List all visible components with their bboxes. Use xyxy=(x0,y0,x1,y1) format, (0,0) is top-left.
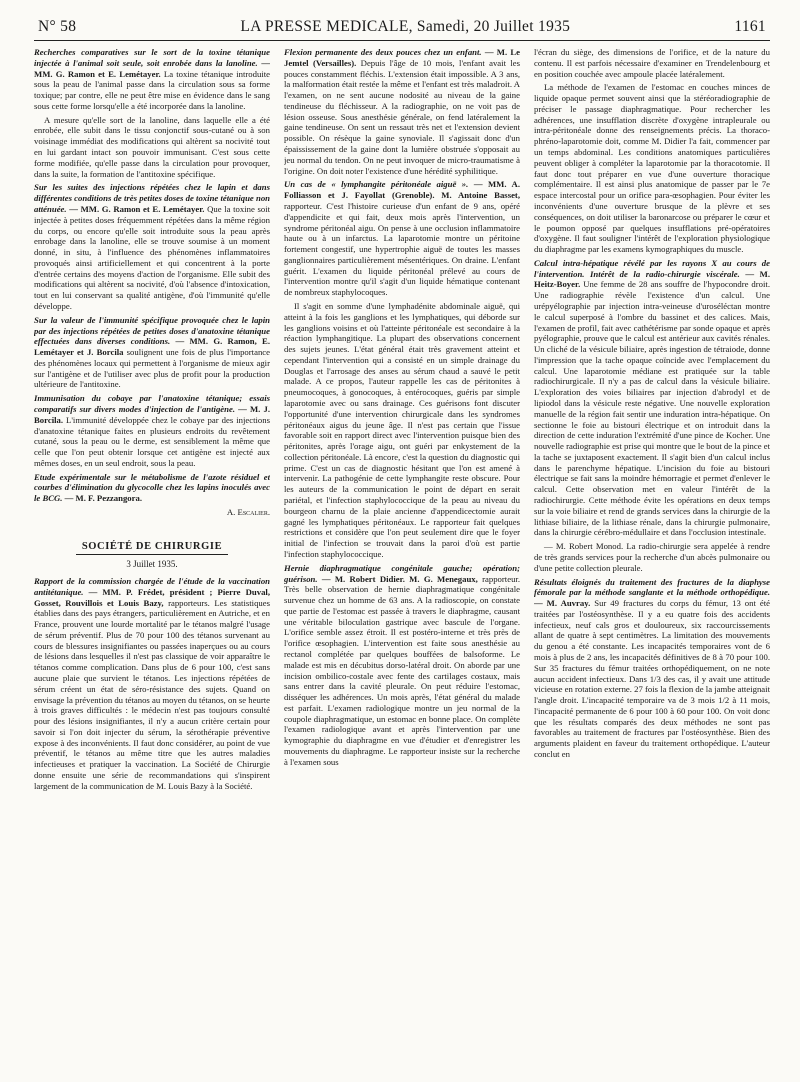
signature: A. Escalier. xyxy=(226,507,270,518)
column-left xyxy=(34,47,270,1077)
article-authors: — M. Auvray. xyxy=(534,598,591,609)
article-authors: — M. Le Jemtel (Versailles). xyxy=(284,47,520,68)
issue-number: N° 58 xyxy=(38,18,77,35)
article-authors: — M. Robert Didier. M. G. Menegaux, xyxy=(321,573,478,584)
article-authors: — MM. A. Folliasson et J. Fayollat (Grenoble). M. Antoine Basset, xyxy=(284,179,520,201)
paragraph: — M. Robert Monod. La radio-chirurgie sera appelée à rendre de très grands services pour la recherche d'un abcès pulmonaire ou d'une petite collection pleurale. xyxy=(534,541,770,573)
article xyxy=(34,472,270,504)
paragraph: A mesure qu'elle sort de la lanoline, dans laquelle elle a été enrobée, elle subit dans le tissu conjonctif sous-cutané ou à son voisinage immédiat des modifications qui altèrent sa nocivité tout en lui gardant intact son pouvoir immunisant. C'est sous cette forme modifiée, qu'elle passe dans la circulation pour provoquer, dans la suite, la formation de l'antitoxine spécifique. xyxy=(34,114,270,179)
article-text: L'immunité développée chez le cobaye par des injections d'anatoxine tétanique faites en plusieurs endroits du revêtement cutané, sous la peau ou le derme, est sensiblement la même que celle que l'on peut obtenir lorsque cet antigène est injecté aux mêmes doses, en un seul endroit, sous la peau. xyxy=(34,414,270,468)
article-authors: — M. F. Pezzangora. xyxy=(64,493,143,504)
paragraph: l'écran du siège, des dimensions de l'orifice, et de la nature du contenu. Il est parfois nécessaire d'examiner en Trendelenbourg et en position couchée avec ampoule placée latéralement. xyxy=(534,47,770,79)
article-authors: — M. J. Borcila. xyxy=(34,404,270,425)
section-date: 3 Juillet 1935. xyxy=(126,558,178,569)
article xyxy=(34,576,270,792)
section-heading xyxy=(34,540,270,555)
article-title: Flexion permanente des deux pouces chez un enfant. xyxy=(284,47,482,57)
article-text: soulignent une fois de plus l'importance des phénomènes locaux qui permettent à l'organisme de mieux agir sur l'antigène et de l'utiliser avec plus de profit pour la production ultérieure de l'antitoxine. xyxy=(34,347,270,390)
paragraph: Il s'agit en somme d'une lymphadénite abdominale aiguë, qui atteint à la fois les ganglions et les lymphatiques, qui déborde sur les ganglions voisins et où l'atteinte péritonéale est secondaire à la réaction lymphangitique. La plupart des observations concernent des sujets jeunes. L'état général était très gravement atteint et cependant l'intervention qui a consisté en un simple drainage du Douglas et l'arrosage des anses au sérum chaud a sauvé le petit malade. A ce propos, l'auteur rappelle les cas de péritonites à pneumocoques, à gonocoques, à entérocoques, guéris par simple laparotomie avec ou sans drainage. Ces guérisons font discuter l'opportunité d'une intervention chirurgicale dans les syndromes péritonéaux aigus du jeune âge. Il n'est pas certain que l'issue favorable soit en rapport direct avec l'intervention puisque bien des péritonites, après l'orage aigu, ont guéri par enkystement de la collection péritonéale. Là encore, c'est la question du diagnostic qui prime. C'est un cas de diagnostic hésitant que l'on est amené à intervenir. La pathogénie de cette lymphangite reste obscure. Pour les auteurs de la communication le point de départ en serait pariétal, et l'infection staphylococcique de la peau au niveau du bourgeon charnu de la plaie ancienne d'appendicectomie aurait gagné les lymphatiques péritonéaux. Le rapporteur fait quelques restrictions et considère que l'on peut seulement dire que le foyer initial de l'infection se trouvait dans la paroi d'où est partie l'infection staphylococcique. xyxy=(284,300,520,559)
section-title: SOCIÉTÉ DE CHIRURGIE xyxy=(76,540,228,555)
article xyxy=(34,393,270,468)
column-middle xyxy=(284,47,520,1077)
article xyxy=(284,179,520,298)
article-title: Hernie diaphragmatique congénitale gauche; opération; guérison. xyxy=(284,562,520,584)
article-authors: — MM. G. Ramon, E. Lemétayer et J. Borcila xyxy=(34,336,270,358)
article-text: Que la toxine soit injectée à petites doses fréquemment répétées dans la même région du corps, ou encore qu'elle soit introduite sous la peau après enrobage dans la lanoline, elle se trouve soumise à un moment donné, in situ, à l'influence des phénomènes inflammatoires provoqués ainsi artificiellement et qui concentrent à la porte d'entrée certains des moyens d'action de l'organisme. Elle subit des modifications qui altèrent sa nocivité, d'où l'absence d'intoxication, tout en lui conservant sa qualité antigène, d'où l'immunité qu'elle développe. xyxy=(34,203,270,311)
article-title: Sur la valeur de l'immunité spécifique provoquée chez le lapin par des injections répétées de petites doses d'anatoxine tétanique effectuées dans diverses conditions. xyxy=(34,314,270,347)
article-authors: — MM. P. Frédet, président ; Pierre Duval, Gosset, Rouvillois et Louis Bazy, xyxy=(34,586,270,608)
article-text: Une femme de 28 ans souffre de l'hypocondre droit. Une radiographie révèle l'existence d'un calcul. Une urépyélographie par injection intra-veineuse d'uroséléctan montre le calcul superposé à l'ombre du bassinet et des calices. Mais, l'examen de profil, fait avec cathétérisme par sonde opaque et après pyélographie, prouve que le calcul est antérieur aux cavités rénales. Un cliché de la vésicule biliaire, après ingestion de tétraiode, donne l'impression que la tache opaque coïncide avec l'emplacement du calcul. Une laparotomie médiane est pratiquée sur la table radiochirurgicale. Il n'y a pas de calcul dans la vésicule biliaire. L'exploration des voies biliaires par injection d'abrodyl et de lipiodol dans la vésicule reste négative. Une nouvelle exploration manuelle de la région fait sentir une induration intra-hépatique. On sectionne le foie au bistouri électrique et on introduit dans la direction de cette induration l'extrémité d'une pince de Kocher. Une nouvelle radiographie est prise qui montre que le bout de la pince et la tache se juxtaposent exactement. Il s'agit bien d'un calcul inclus dans le parenchyme hépatique. L'incision du foie au bistouri électrique se fait sans la moindre hémorragie et permet d'enlever le calcul. Cette observation met en valeur l'intérêt de la radiochirurgie. Cette méthode évite les opérations en deux temps sur la voie biliaire et rend de grands services dans la chirurgie de la lithiase biliaire, de la lithiase rénale, dans la chirurgie pulmonaire, dans la chirurgie cérébro-médullaire et dans l'occlusion intestinale. xyxy=(534,279,770,538)
columns xyxy=(34,47,770,1077)
article-title: Résultats éloignés du traitement des fractures de la diaphyse fémorale par la méthode sanglante et la méthode orthopédique. xyxy=(534,576,770,598)
header-rule xyxy=(34,40,770,41)
article xyxy=(34,315,270,390)
article xyxy=(534,258,770,538)
article-title: Recherches comparatives sur le sort de la toxine tétanique injectée à l'animal soit seule, soit enrobée dans la lanoline. xyxy=(34,47,270,68)
page-number: 1161 xyxy=(734,18,766,35)
article-text: Sur 49 fractures du corps du fémur, 13 ont été traitées par l'ostéosynthèse. Il y a eu quatre fois des accidents infectieux, neuf cals gros et douloureux, six raccourcissements allant de quatre à sept centimètres. La limitation des mouvements du genou a été constante. Les incapacités temporaires vont de 6 mois à plus de 2 ans, les incapacités définitives de 8 à 70 pour 100. Sur 35 fractures du fémur traitées orthopédiquement, on ne note aucun accident infectieux. Dans 1/3 des cas, il y avait une attitude vicieuse en rotation externe. 27 fois la flexion de la jambe atteignait l'angle droit. L'incapacité temporaire va de 3 mois 1/2 à 11 mois, l'incapacité permanente de 6 pour 100 à 60 pour 100. On voit donc que les résultats comparés des deux méthodes ne sont pas favorables au traitement de fractures par l'ostéosynthèse. Bien des arguments plaident en faveur du traitement orthopédique. L'auteur conclut en xyxy=(534,598,770,759)
article-authors: — M. Heitz-Boyer. xyxy=(534,268,770,290)
article xyxy=(534,577,770,760)
column-right xyxy=(534,47,770,1077)
article xyxy=(34,47,270,112)
article-text: rapporteur. C'est l'histoire curieuse d'un enfant de 9 ans, opéré d'appendicite et qui fait, deux mois après l'intervention, un syndrome péritonéal aigu. On pense à une occlusion inflammatoire haute ou à un infarctus. La laparotomie montre un péritoine fortement congestif, une hypertrophie aiguë de toutes les masses ganglionnaires particulièrement mésentériques. On draine. L'enfant guérit. L'examen du liquide péritonéal prélevé au cours de l'intervention montre qu'il s'agit d'un liquide hématique contenant de nombreux staphylocoques. xyxy=(284,200,520,298)
article-title: Immunisation du cobaye par l'anatoxine tétanique; essais comparatifs sur divers modes d'injection de l'antigène. xyxy=(34,393,270,414)
article-title: Calcul intra-hépatique révélé par les rayons X au cours de l'intervention. Intérêt de la radio-chirurgie viscérale. xyxy=(534,257,770,279)
article xyxy=(284,47,520,176)
article-title: Etude expérimentale sur le métabolisme de l'azote résiduel et courbes d'élimination du glycocolle chez les lapins inoculés avec le BCG. xyxy=(34,471,270,504)
article-authors: — MM. G. Ramon et E. Lemétayer. xyxy=(34,57,270,79)
masthead xyxy=(34,18,770,36)
journal-title: LA PRESSE MEDICALE, Samedi, 20 Juillet 1935 xyxy=(240,18,571,35)
article xyxy=(284,563,520,768)
article-title: Sur les suites des injections répétées chez le lapin et dans différentes conditions de très petites doses de toxine tétanique non atténuée. xyxy=(34,182,270,214)
article xyxy=(34,182,270,311)
article-authors: — MM. G. Ramon et E. Lemétayer. xyxy=(69,203,205,214)
article-text: La toxine tétanique introduite sous la peau de l'animal passe dans la circulation sous sa forme toxique; par contre, elle ne peut être mise en évidence dans le sang sous cette forme lorsqu'elle a été incorporée dans la lanoline. xyxy=(34,68,270,111)
paragraph: La méthode de l'examen de l'estomac en couches minces de liquide opaque permet souvent ainsi que la stéréoradiographie de préciser le passage diaphragmatique. Pour rechercher les adhérences, une insufflation discrète d'oxygène intrapleurale ou intra-péritonéale donne des renseignements précis. La thoraco-phréno-laparotomie doit, comme M. Didier l'a fait, commencer par un temps abdominal. Les conditions anatomiques particulières peuvent obliger à compléter la laparotomie par la thoracotomie. Il faut donc tout préparer en vue d'une ouverture thoracique complémentaire. Il est ainsi plus anatomique de passer par le 7e espace intercostal pour un orifice para-œsophagien. Pour éviter les inconvénients d'une ouverture brusque de la plèvre et ses conséquences, on doit utiliser la baronarcose ou préparer le cœur et le poumon opposé par quelques insufflations pré-opératoires d'oxygène. Il faut souligner l'intérêt de l'exploration physiologique du diaphragme par les examens kymographiques du muscle. xyxy=(534,82,770,255)
article-text: rapporteur. Très belle observation de hernie diaphragmatique congénitale survenue chez un homme de 63 ans. A la radioscopie, on constate que partie de l'estomac est passée à travers le diaphragme, causant une véritable biloculation gastrique avec bascule de l'organe. L'orifice semble assez étroit. Il est postéro-interne et très près de l'orifice œsophagien. L'intervention est faite sous anesthésie au rectanol complétée par quelques bouffées de balsoforme. Le malade est mis en décubitus dorso-latéral droit. On aborde par une incision ombilico-costale avec fente des cartilages costaux, mais sans entrer dans la cavité pleurale. On peut réduire l'estomac, disséquer les adhérences. Un mois après, l'état général du malade est parfait. L'examen radiologique montre un jeu normal de la coupole diaphragmatique, un estomac en bonne place. On complète l'examen radiologique avant et après l'intervention par une kymographie du diaphragme en vue d'étudier et d'enregistrer les mouvements du diaphragme. Le rapporteur insiste sur la recherche à l'examen sous xyxy=(284,573,520,767)
article-title: Rapport de la commission chargée de l'étude de la vaccination antitétanique. xyxy=(34,575,270,597)
article-text: Depuis l'âge de 10 mois, l'enfant avait les pouces constamment fléchis. L'extension était impossible. A 3 ans, la malformation était restée la même et l'enfant est très maladroit. A l'examen, on ne sent aucune nodosité au niveau de la gaine tendineuse du fléchisseur. A la radiographie, on ne voit pas de lésion osseuse. Sous anesthésie générale, on fend latéralement la gaine tendineuse. On sent un ressaut très net et l'extension devient possible. On résèque la gaine synoviale. Il s'agissait donc d'un épaississement de la gaine dont la lumière obstruée s'opposait au jeu normal du tendon. On ne peut invoquer de micro-traumatisme à l'origine. On doit noter l'existence d'une hérédité syphilitique. xyxy=(284,57,520,176)
article-text: rapporteurs. Les statistiques établies dans des pays étrangers, particulièrement en Autriche, et en France, prouvent une lourde mortalité par le tétanos malgré l'usage de sérum préventif. Plus de 70 pour 100 des tétanos survenant au cours de blessures insignifiantes ou passées inaperçues ou au cours de lésions dans lesquelles il n'est pas classique de voir apparaître le tétanos comme complication. Dans plus de 6 pour 100, c'est sans aucune plaie que survient le tétanos. Les injections répétées de sérum créent un état de séro-résistance des sujets. Quand on envisage la prévention du tétanos au moyen du tétanos, on se heurte à trois graves difficultés : le médecin n'est pas toujours consulté pour des lésions insignifiantes, il n'y a aucun critère certain pour savoir si l'on doit injecter du sérum, la sérothérapie préventive expose à des inconvénients. Il faut donc considérer, au point de vue préventif, le tétanos au même titre que les autres maladies infectieuses et pratiquer la vaccination. La Société de Chirurgie donne ensuite une série de recommandations qui s'inspirent largement de la communication de M. Louis Bazy à la Société. xyxy=(34,597,270,791)
article-title: Un cas de « lymphangite péritonéale aiguë ». xyxy=(284,179,469,190)
